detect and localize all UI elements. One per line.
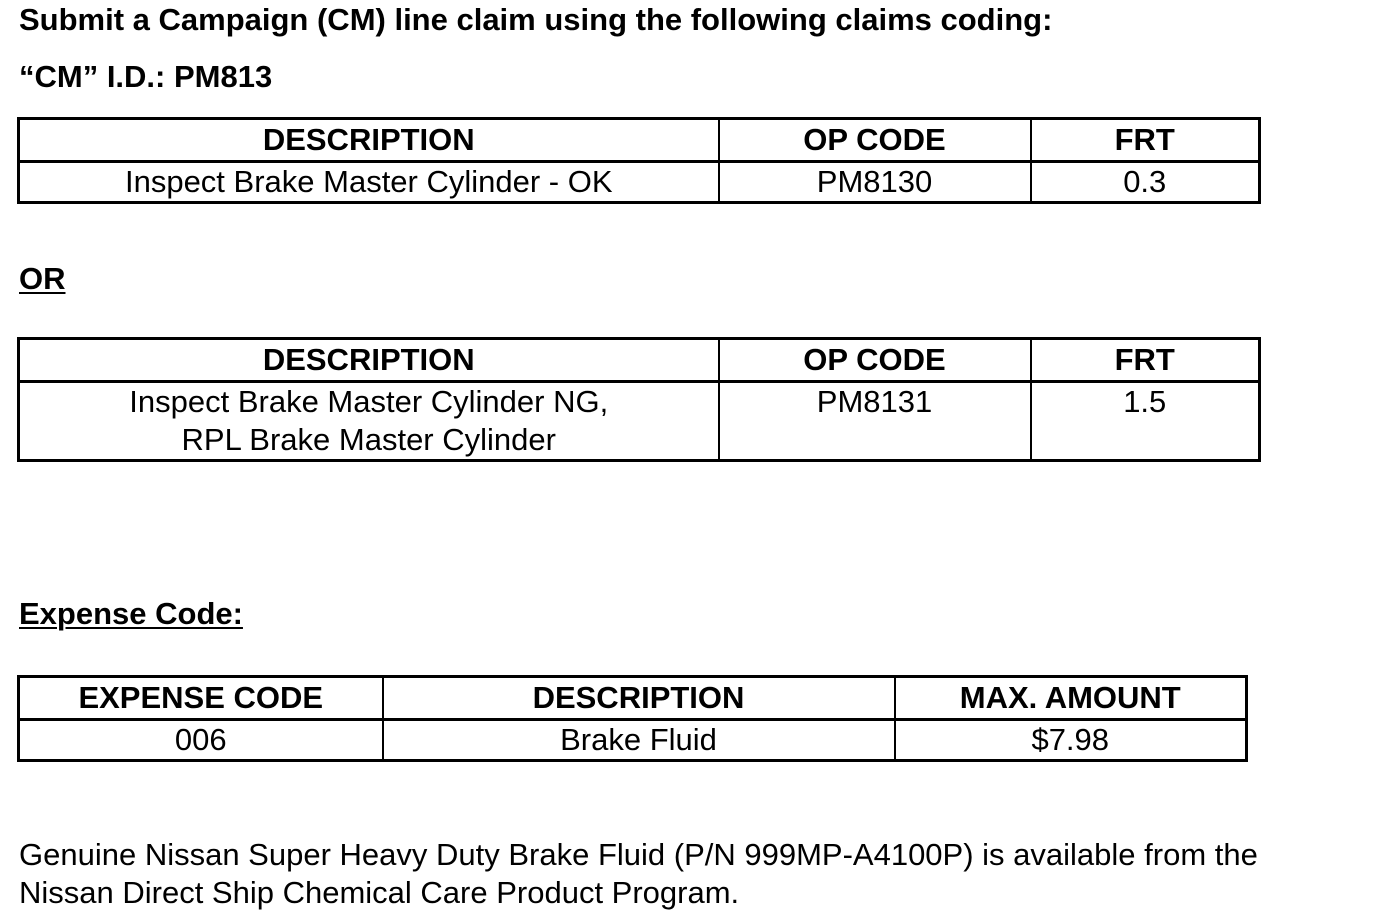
table-header-row bbox=[19, 677, 1247, 720]
table-header-row bbox=[19, 119, 1260, 162]
campaign-id-heading: “CM” I.D.: PM813 bbox=[19, 59, 273, 94]
column-header-frt: FRT bbox=[1031, 339, 1260, 382]
cell-op-code: PM8131 bbox=[719, 382, 1031, 461]
cell-frt: 0.3 bbox=[1031, 162, 1260, 203]
instruction-heading: Submit a Campaign (CM) line claim using the following claims coding: bbox=[19, 2, 1053, 37]
column-header-expense-code: EXPENSE CODE bbox=[19, 677, 383, 720]
column-header-description: DESCRIPTION bbox=[19, 339, 719, 382]
expense-code-heading: Expense Code: bbox=[19, 596, 243, 631]
description-line-1: Inspect Brake Master Cylinder NG, bbox=[129, 384, 609, 419]
column-header-frt: FRT bbox=[1031, 119, 1260, 162]
column-header-op-code: OP CODE bbox=[719, 119, 1031, 162]
op-code-table-ok bbox=[17, 117, 1261, 204]
footer-note-line-1: Genuine Nissan Super Heavy Duty Brake Fluid (P/N 999MP-A4100P) is available from the bbox=[19, 837, 1258, 872]
cell-description: Inspect Brake Master Cylinder - OK bbox=[19, 162, 719, 203]
table-header-row bbox=[19, 339, 1260, 382]
table-row bbox=[19, 162, 1260, 203]
column-header-op-code: OP CODE bbox=[719, 339, 1031, 382]
op-code-table-ng bbox=[17, 337, 1261, 462]
description-line-2: RPL Brake Master Cylinder bbox=[181, 422, 556, 457]
cell-description: Brake Fluid bbox=[383, 720, 895, 761]
table-row bbox=[19, 720, 1247, 761]
cell-op-code: PM8130 bbox=[719, 162, 1031, 203]
column-header-description: DESCRIPTION bbox=[383, 677, 895, 720]
expense-code-table bbox=[17, 675, 1248, 762]
footer-note-line-2: Nissan Direct Ship Chemical Care Product Program. bbox=[19, 875, 740, 910]
or-label: OR bbox=[19, 261, 66, 296]
table-row bbox=[19, 382, 1260, 461]
cell-description bbox=[19, 382, 719, 461]
cell-frt: 1.5 bbox=[1031, 382, 1260, 461]
cell-expense-code: 006 bbox=[19, 720, 383, 761]
column-header-description: DESCRIPTION bbox=[19, 119, 719, 162]
cell-max-amount: $7.98 bbox=[895, 720, 1247, 761]
column-header-max-amount: MAX. AMOUNT bbox=[895, 677, 1247, 720]
